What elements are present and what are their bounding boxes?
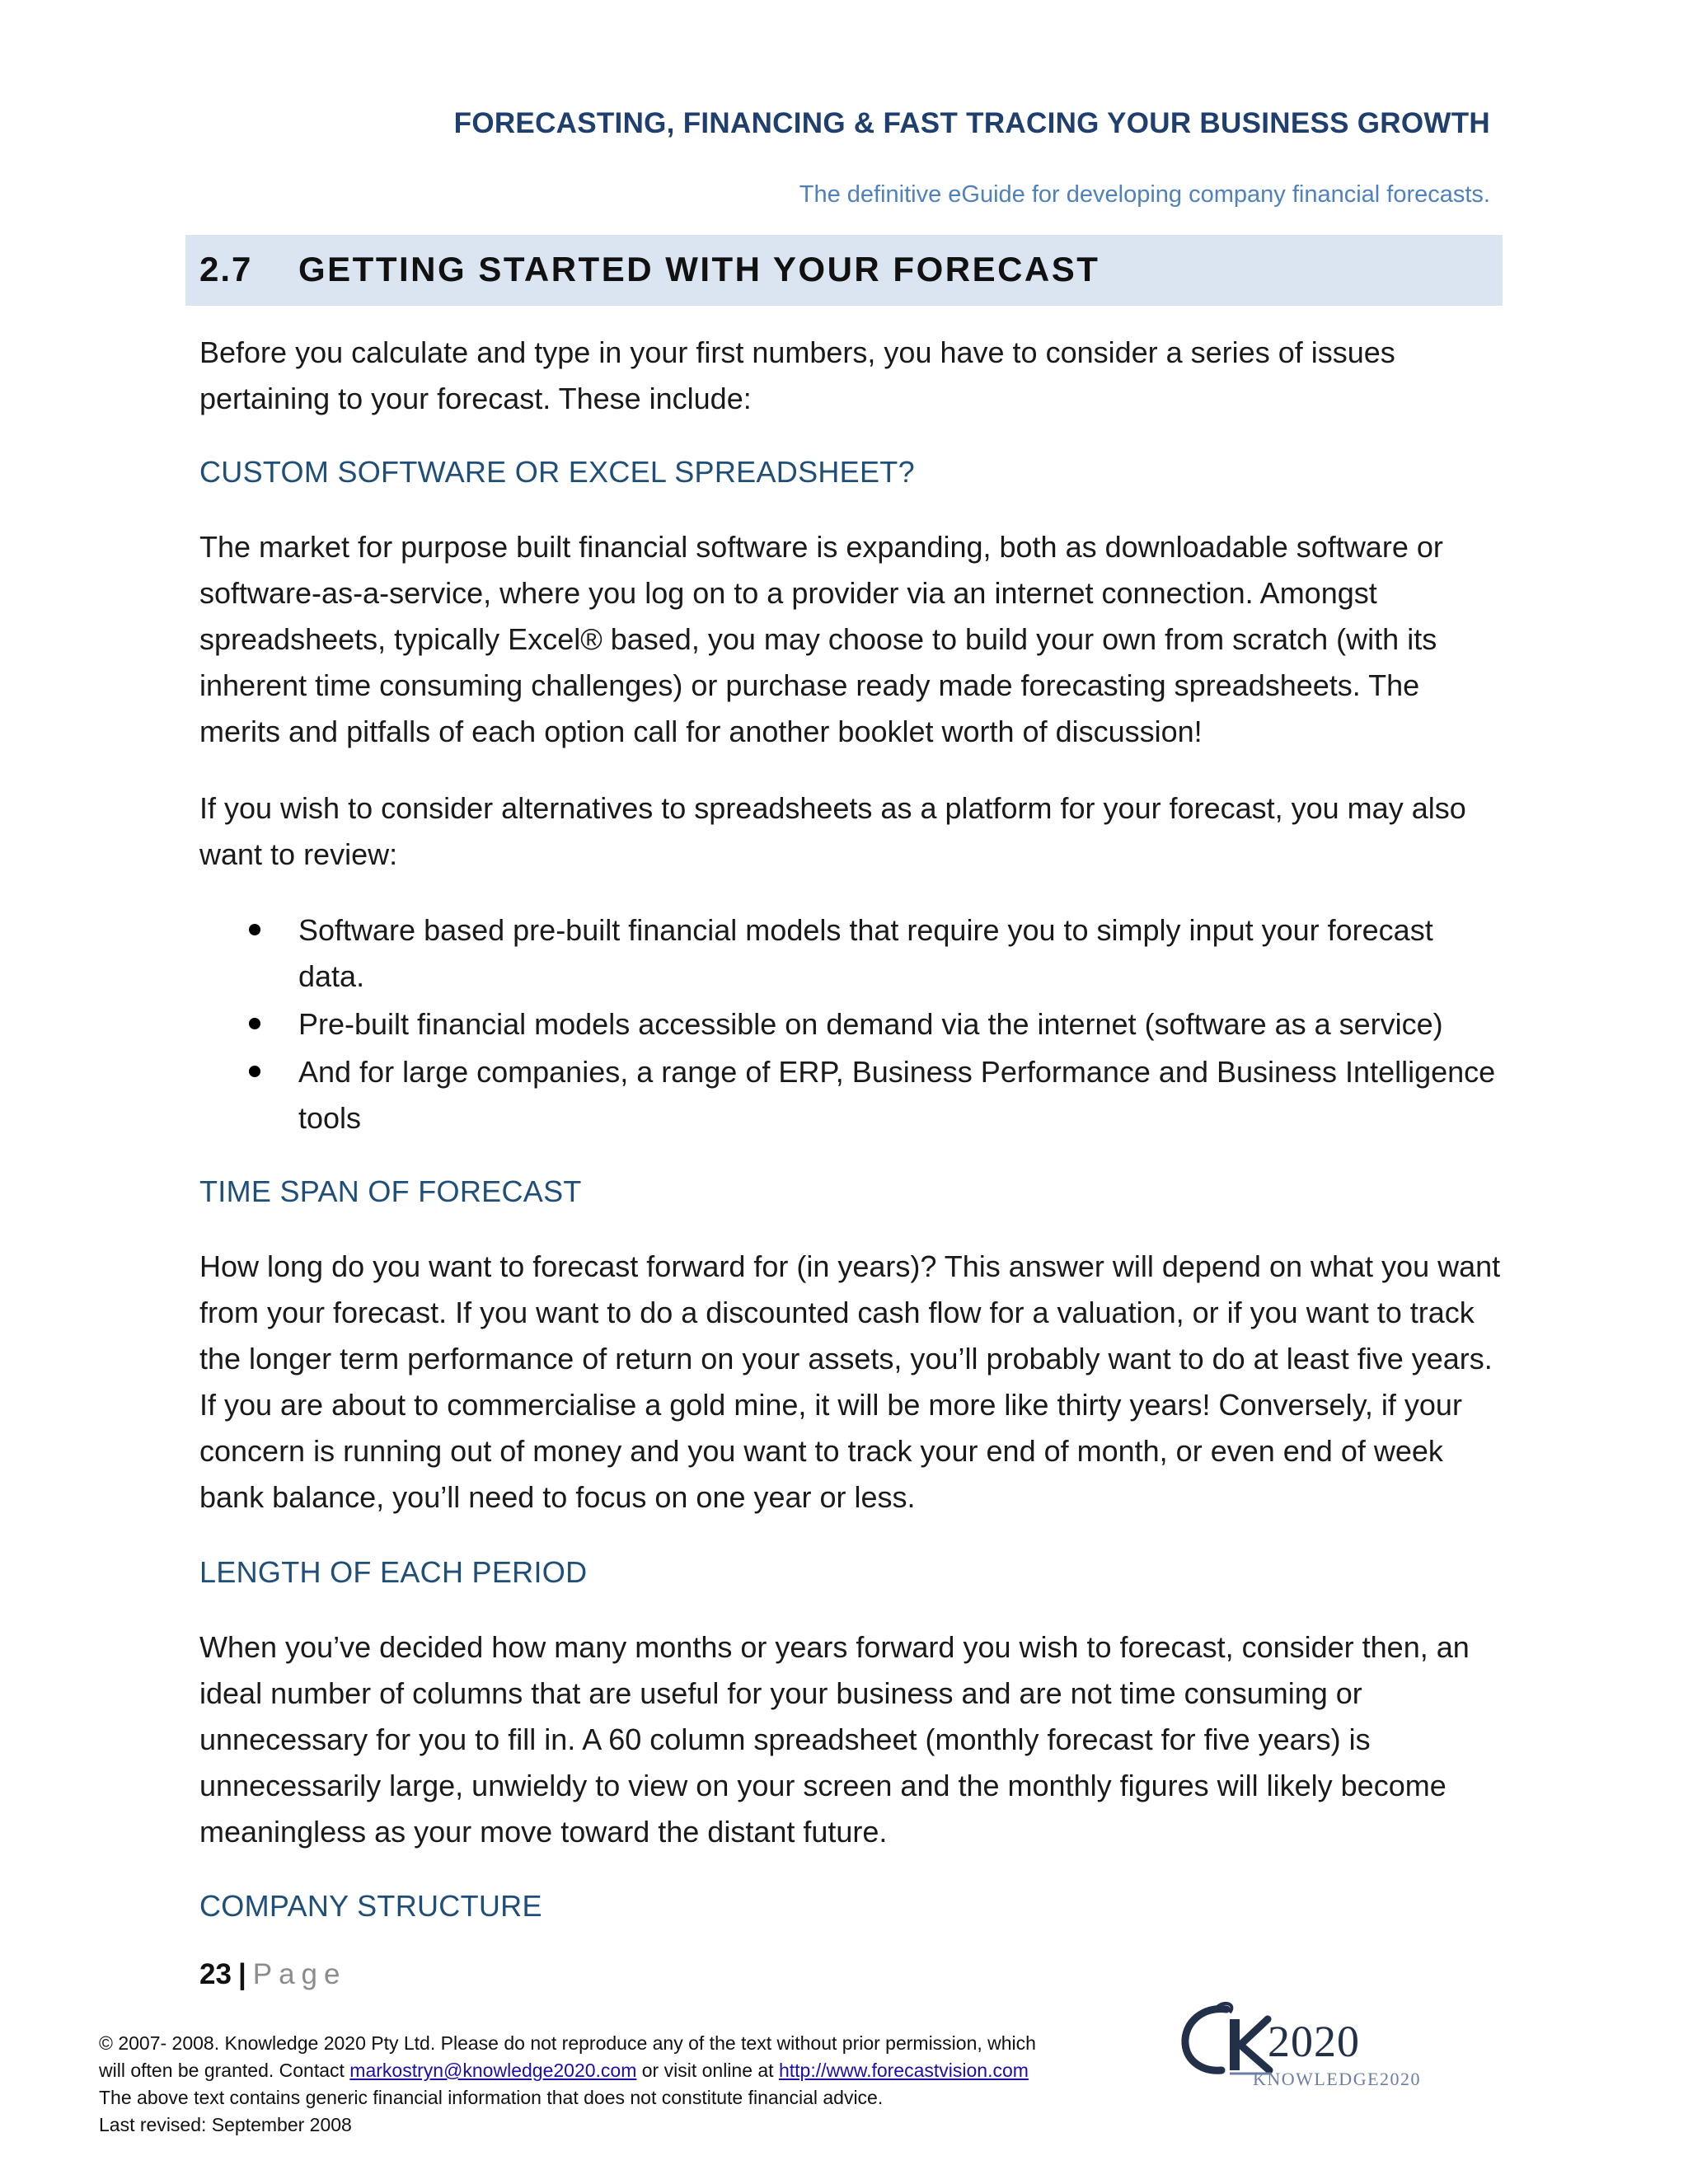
page-number-label: Page [252, 1958, 347, 1990]
footer-line-1: © 2007- 2008. Knowledge 2020 Pty Ltd. Please do not reproduce any of the text without prior permission, which [99, 2032, 1036, 2054]
list-item-text: Pre-built financial models accessible on demand via the internet (software as a service) [298, 1007, 1443, 1041]
custom-software-heading-block [199, 452, 1502, 493]
length-period-paragraph-block [199, 1624, 1502, 1855]
list-item [199, 1049, 1502, 1141]
logo-number: 2020 [1268, 2017, 1360, 2066]
time-span-heading: TIME SPAN OF FORECAST [199, 1174, 582, 1208]
page-number-value: 23 [199, 1958, 232, 1990]
footer-line-4: Last revised: September 2008 [99, 2114, 352, 2135]
time-span-heading-block [199, 1171, 1502, 1212]
length-period-heading-block [199, 1552, 1502, 1593]
list-item [199, 1001, 1502, 1047]
footer-contact-prefix: will often be granted. Contact [99, 2060, 350, 2081]
running-header-title: FORECASTING, FINANCING & FAST TRACING YOUR BUSINESS GROWTH [453, 107, 1490, 139]
footer-website-link[interactable]: http://www.forecastvision.com [778, 2060, 1029, 2081]
custom-software-paragraph-1: The market for purpose built financial software is expanding, both as downloadable software or software-as-a-service, where you log on to a provider via an internet connection. Amongst spreadsheets, typically Excel® based, you may choose to build your own from scratch (with its inherent time consuming challenges) or purchase ready made forecasting spreadsheets. The merits and pitfalls of each option call for another booklet worth of discussion! [199, 530, 1443, 748]
custom-software-paragraph2-block [199, 785, 1502, 878]
list-item [199, 907, 1502, 1000]
length-period-heading: LENGTH OF EACH PERIOD [199, 1555, 588, 1589]
company-structure-heading: COMPANY STRUCTURE [199, 1889, 542, 1923]
custom-software-paragraph1-block [199, 524, 1502, 755]
footer-email-link[interactable]: markostryn@knowledge2020.com [349, 2060, 637, 2081]
list-item-text: And for large companies, a range of ERP, Business Performance and Business Intelligence tools [298, 1055, 1496, 1135]
section-heading-bar [185, 235, 1503, 306]
bullet-icon [249, 1018, 260, 1029]
footer-line-3: The above text contains generic financial information that does not constitute financial advice. [99, 2087, 884, 2108]
bullet-icon [249, 924, 260, 935]
logo-wordmark: KNOWLEDGE2020 [1253, 2069, 1422, 2089]
intro-paragraph: Before you calculate and type in your first numbers, you have to consider a series of issues pertaining to your forecast. These include: [199, 335, 1395, 415]
running-header-subtitle: The definitive eGuide for developing company financial forecasts. [799, 181, 1490, 208]
bullet-icon [249, 1066, 260, 1077]
intro-block [199, 330, 1502, 422]
alternatives-list [199, 907, 1502, 1143]
company-structure-heading-block [199, 1886, 1502, 1927]
time-span-paragraph: How long do you want to forecast forward for (in years)? This answer will depend on what you want from your forecast. If you want to do a discounted cash flow for a valuation, or if you want to track the longer term performance of return on your assets, you’ll probably want to do at least five years. If you are about to commercialise a gold mine, it will be more like thirty years! Conversely, if your concern is running out of money and you want to track your end of month, or even end of week bank balance, you’ll need to focus on one year or less. [199, 1249, 1501, 1514]
custom-software-paragraph-2: If you wish to consider alternatives to spreadsheets as a platform for your forecast, you may also want to review: [199, 791, 1466, 871]
length-period-paragraph: When you’ve decided how many months or years forward you wish to forecast, consider then, an ideal number of columns that are useful for your business and are not time consuming or unnecessary for you to fill in. A 60 column spreadsheet (monthly forecast for five years) is unnecessarily large, unwieldy to view on your screen and the monthly figures will likely become meaningless as your move toward the distant future. [199, 1630, 1470, 1849]
page-number-separator: | [237, 1958, 246, 1990]
section-number: 2.7 [199, 250, 253, 288]
custom-software-heading: CUSTOM SOFTWARE OR EXCEL SPREADSHEET? [199, 455, 915, 489]
footer-notice [99, 2030, 1154, 2139]
time-span-paragraph-block [199, 1244, 1502, 1521]
footer-line-2 [99, 2057, 1154, 2084]
page-number [199, 1958, 346, 1991]
section-title: GETTING STARTED WITH YOUR FORECAST [298, 250, 1100, 288]
list-item-text: Software based pre-built financial models that require you to simply input your forecast data. [298, 913, 1433, 993]
knowledge2020-logo [1179, 2001, 1426, 2100]
footer-contact-middle: or visit online at [636, 2060, 779, 2081]
